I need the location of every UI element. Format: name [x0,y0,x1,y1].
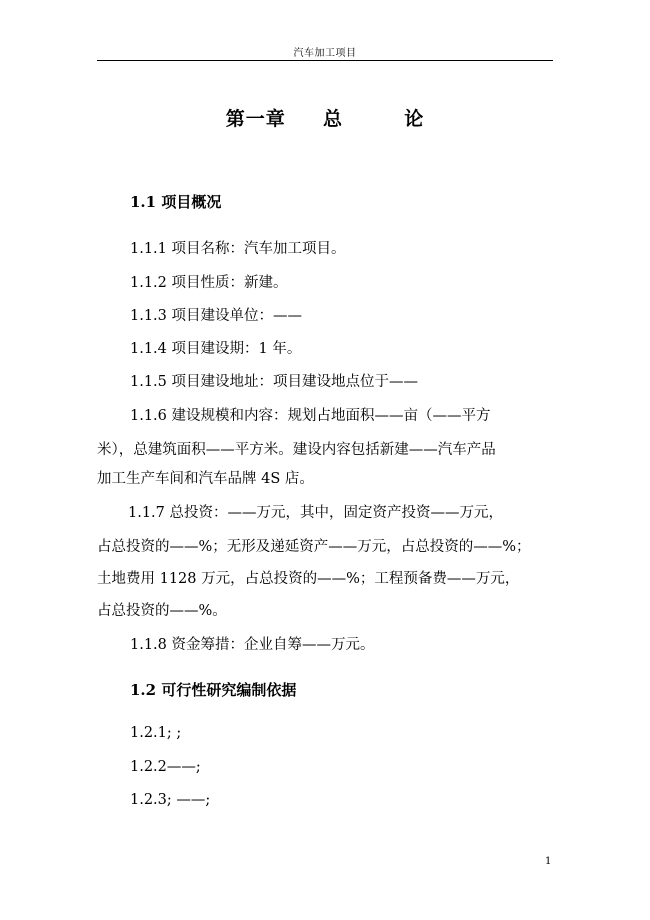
item-1-1-7-line-2: 占总投资的——%；无形及递延资产——万元，占总投资的——%； [97,539,531,555]
section-heading-1-1: 1.1 项目概况 [130,193,222,211]
item-1-1-8: 1.1.8 资金筹措：企业自筹——万元。 [130,637,375,653]
chapter-word-2: 论 [404,108,425,130]
item-1-2-3: 1.2.3; ——; [130,792,211,808]
page-header: 汽车加工项目 [293,48,357,59]
chapter-title [0,104,650,131]
item-1-1-1: 1.1.1 项目名称：汽车加工项目。 [130,241,346,257]
item-1-1-7-line-1: 1.1.7 总投资：——万元，其中，固定资产投资——万元， [128,505,504,521]
page-number: 1 [545,856,552,867]
header-rule [97,60,553,61]
item-1-1-6-line-2: 米），总建筑面积——平方米。建设内容包括新建——汽车产品 [97,442,496,458]
item-1-2-2: 1.2.2——; [130,759,201,775]
item-1-1-4: 1.1.4 项目建设期：1 年。 [130,341,302,357]
section-heading-1-2: 1.2 可行性研究编制依据 [130,681,297,699]
item-1-2-1: 1.2.1; ; [130,725,182,741]
item-1-1-7-line-4: 占总投资的——%。 [97,603,227,619]
item-1-1-5: 1.1.5 项目建设地址：项目建设地点位于—— [130,374,419,390]
item-1-1-6-line-3: 加工生产车间和汽车品牌 4S 店。 [97,471,314,487]
chapter-word-1: 总 [322,108,343,130]
item-1-1-7-line-3: 土地费用 1128 万元，占总投资的——%；工程预备费——万元， [97,571,520,587]
item-1-1-3: 1.1.3 项目建设单位：—— [130,308,303,324]
item-1-1-6-line-1: 1.1.6 建设规模和内容：规划占地面积——亩（——平方 [130,408,491,424]
item-1-1-2: 1.1.2 项目性质：新建。 [130,275,288,291]
chapter-number: 第一章 [225,108,286,130]
